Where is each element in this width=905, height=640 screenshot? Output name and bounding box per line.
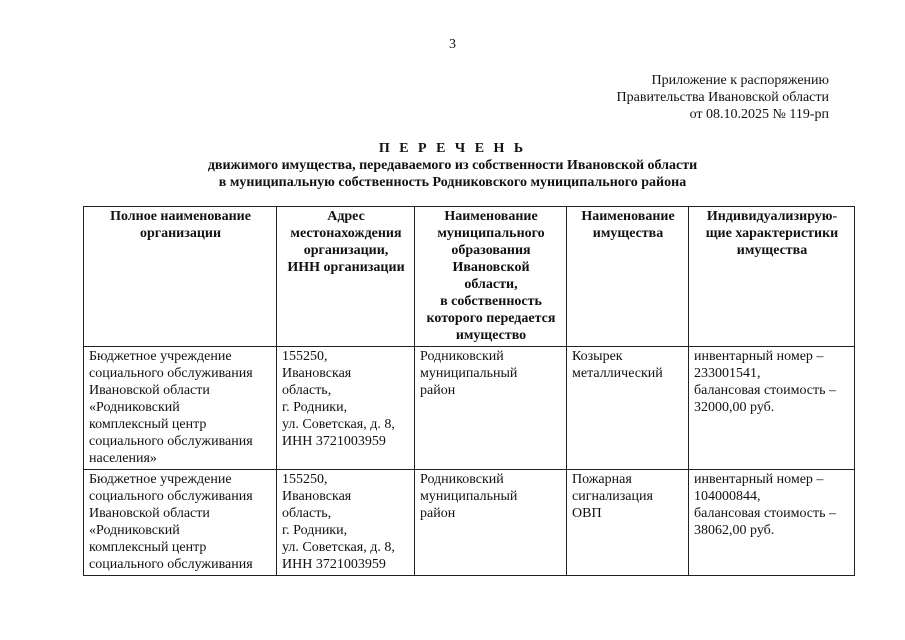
page-number: 3 — [449, 37, 456, 52]
header-organization-name: Полное наименование организации — [84, 207, 277, 347]
table-row — [84, 470, 855, 576]
appendix-line-2: Правительства Ивановской области — [616, 90, 829, 105]
cell-property-name: Пожарная сигнализация ОВП — [567, 470, 689, 576]
title-line-1: движимого имущества, передаваемого из собственности Ивановской области — [207, 158, 698, 173]
title-heading: П Е Р Е Ч Е Н Ь — [378, 141, 527, 156]
cell-property-name: Козырек металлический — [567, 347, 689, 470]
table-row — [84, 347, 855, 470]
cell-municipality: Родниковский муниципальный район — [415, 347, 567, 470]
title-line-2: в муниципальную собственность Родниковского муниципального района — [218, 175, 687, 190]
appendix-line-3: от 08.10.2025 № 119-рп — [689, 107, 829, 122]
header-property-name: Наименование имущества — [567, 207, 689, 347]
cell-property-characteristics: инвентарный номер – 233001541, балансовая стоимость – 32000,00 руб. — [689, 347, 855, 470]
table-header-row — [84, 207, 855, 347]
document-title — [0, 140, 905, 191]
appendix-line-1: Приложение к распоряжению — [651, 73, 829, 88]
cell-organization-name: Бюджетное учреждение социального обслуживания Ивановской области «Родниковский комплексный центр социального обслуживания населения» — [84, 347, 277, 470]
appendix-note — [617, 72, 829, 123]
header-property-characteristics: Индивидуализирую- щие характеристики имущества — [689, 207, 855, 347]
cell-municipality: Родниковский муниципальный район — [415, 470, 567, 576]
cell-organization-address: 155250, Ивановская область, г. Родники, ул. Советская, д. 8, ИНН 3721003959 — [277, 470, 415, 576]
header-municipality: Наименование муниципального образования Ивановской области, в собственность которого передается имущество — [415, 207, 567, 347]
cell-organization-address: 155250, Ивановская область, г. Родники, ул. Советская, д. 8, ИНН 3721003959 — [277, 347, 415, 470]
header-organization-address: Адрес местонахождения организации, ИНН организации — [277, 207, 415, 347]
cell-property-characteristics: инвентарный номер – 104000844, балансовая стоимость – 38062,00 руб. — [689, 470, 855, 576]
property-table — [83, 206, 855, 576]
cell-organization-name: Бюджетное учреждение социального обслуживания Ивановской области «Родниковский комплексный центр социального обслуживания — [84, 470, 277, 576]
